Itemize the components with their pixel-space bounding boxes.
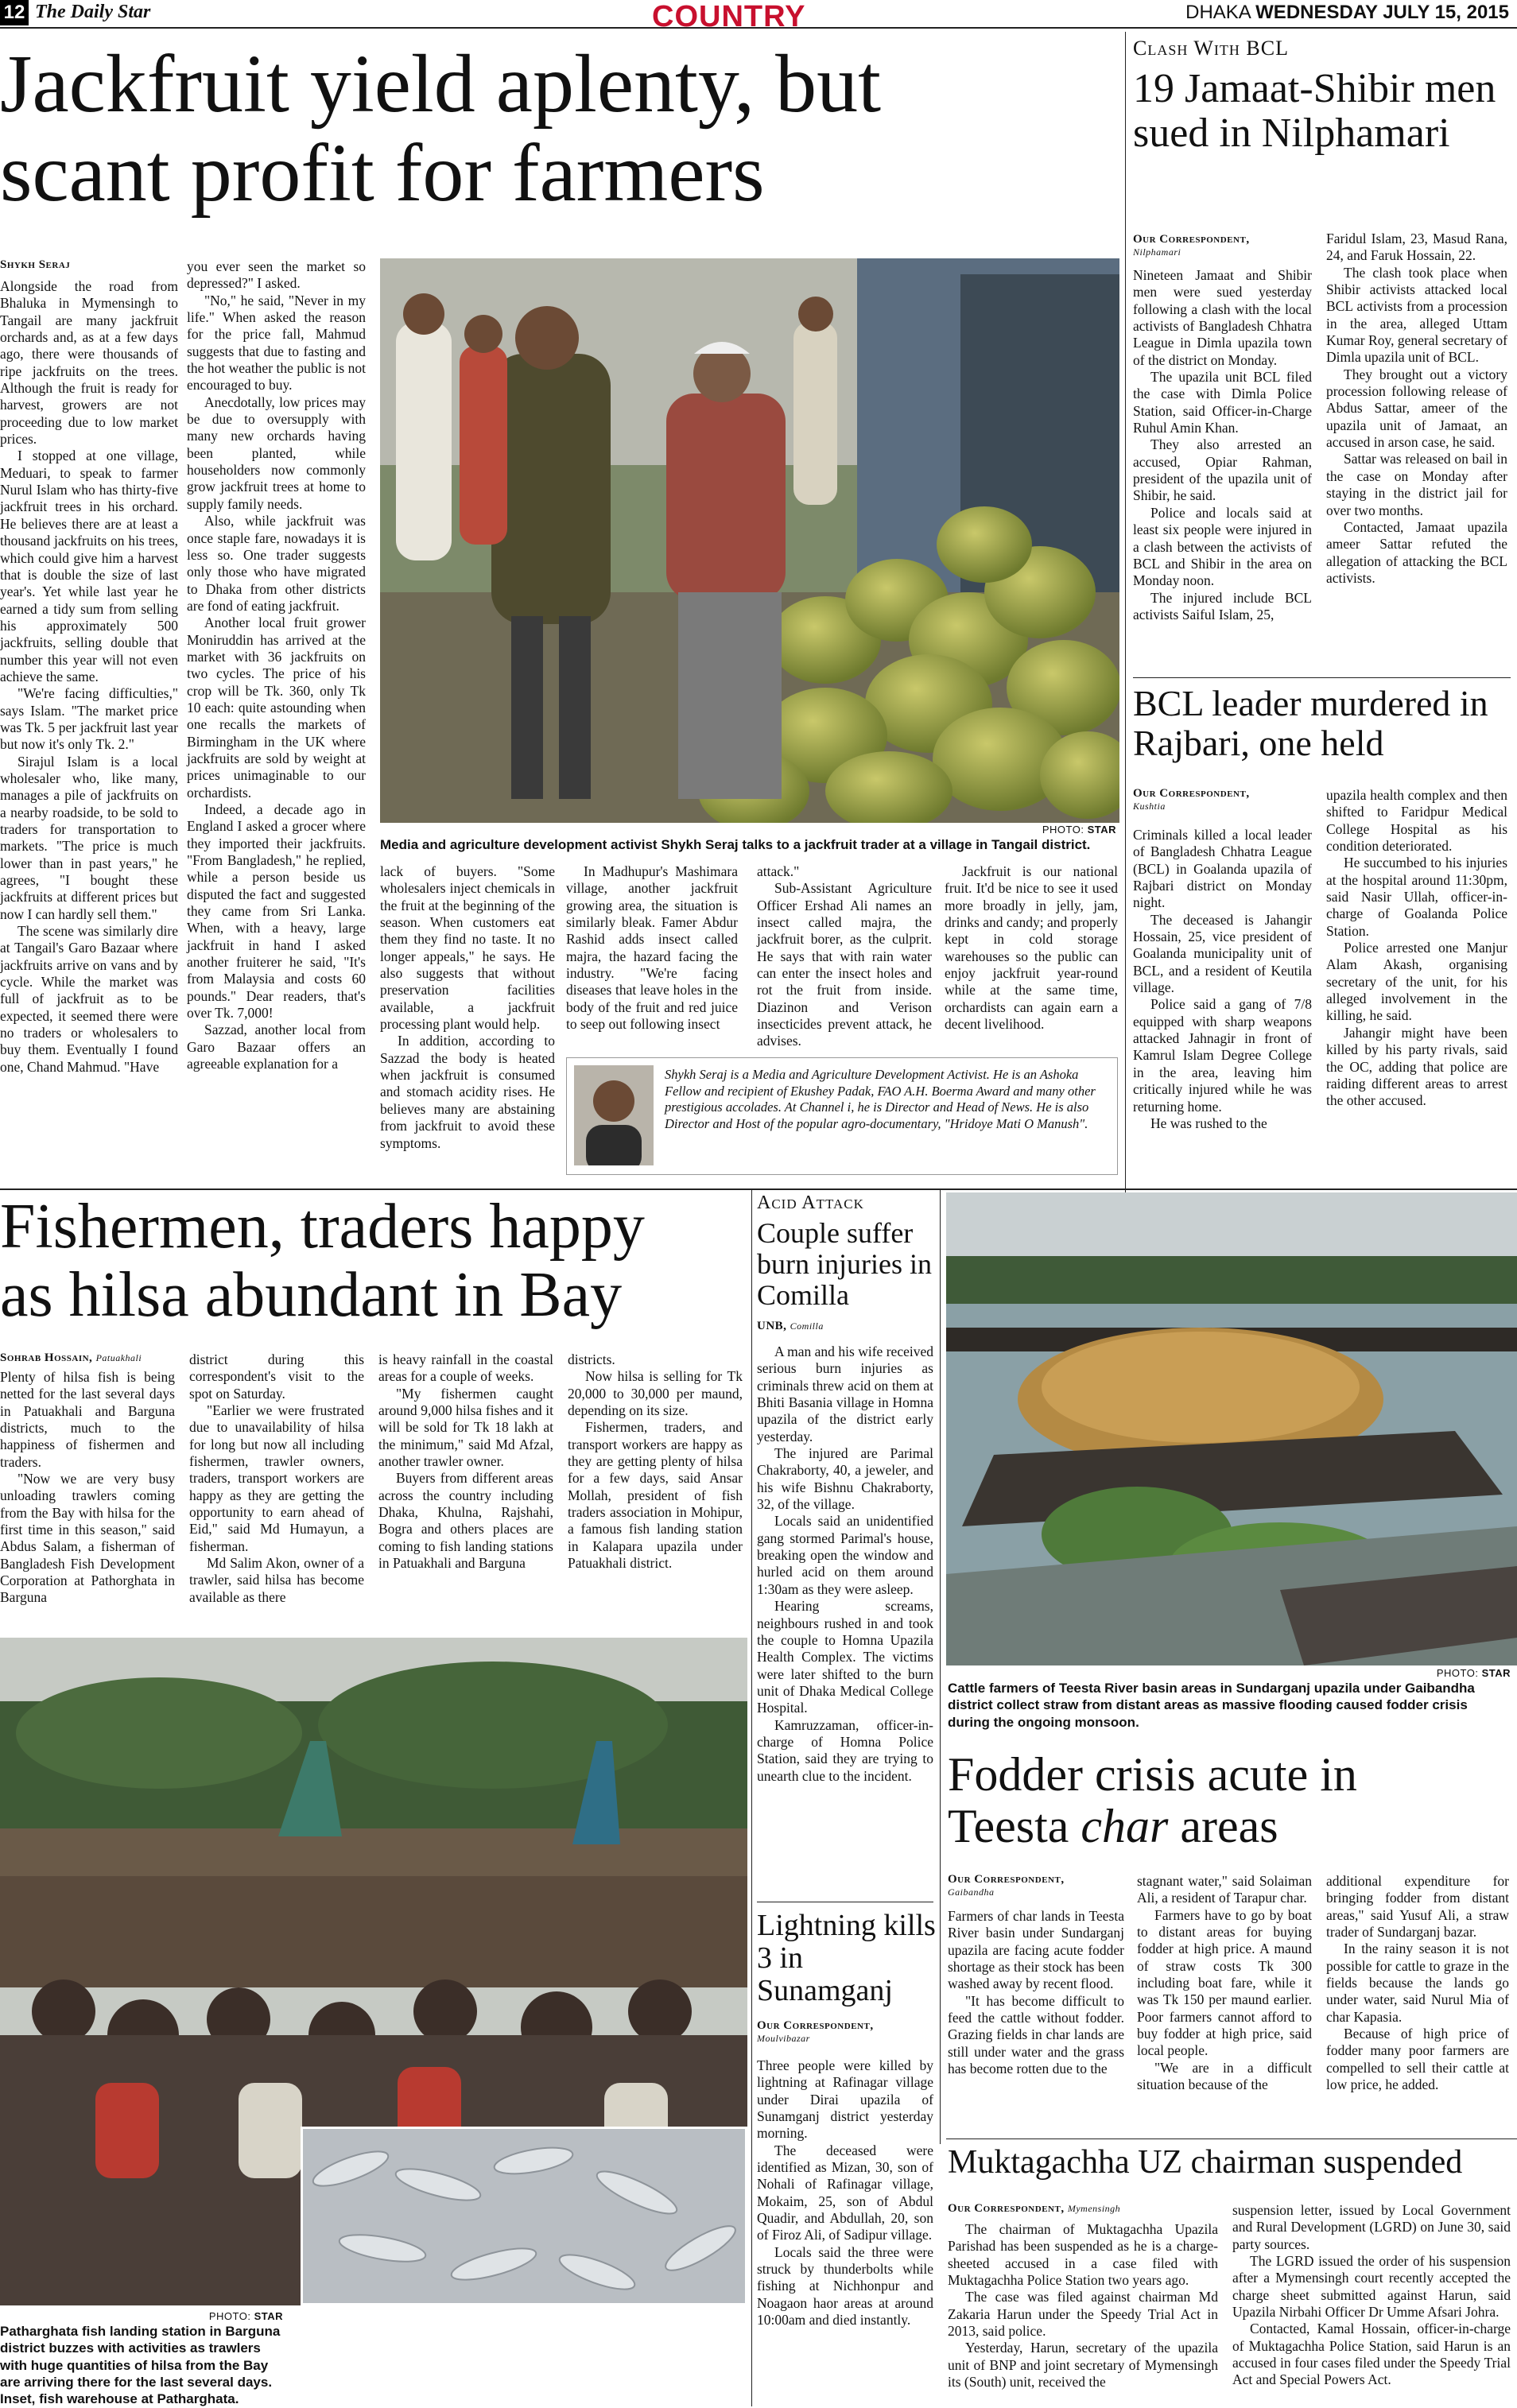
hilsa-caption: Patharghata fish landing station in Barguna district buzzes with activities as trawlers with huge quantities of hilsa from the Bay are arriving there for the last several days. Inset, fish warehouse at Patharghata. [0, 2324, 281, 2406]
muktagachha-headline: Muktagachha UZ chairman suspended [948, 2144, 1463, 2181]
fodder-col-2: stagnant water," said Solaiman Ali, a resident of Tarapur char. Farmers have to go by boat to distant areas for buying fodder at high price. A maund of straw costs Tk 300 including boat fare, while it was Tk 150 per maund earlier. Poor farmers cannot afford to buy fodder at high price, said local people. "We are in a difficult situation because of the [1137, 1873, 1312, 2093]
acid-byline: UNB, Comilla [757, 1320, 824, 1332]
jackfruit-photo-credit: PHOTO: STAR [1042, 824, 1116, 836]
fish-warehouse-inset-photo [301, 2127, 747, 2305]
hilsa-headline: Fishermen, traders happy as hilsa abundant in Bay [0, 1192, 645, 1331]
bcl-byline: Our Correspondent, Kushtia [1133, 787, 1250, 812]
fodder-photo-credit: PHOTO: STAR [1436, 1667, 1511, 1679]
jackfruit-headline: Jackfruit yield aplenty, but scant profit for farmers [0, 38, 882, 219]
jamaat-col-2: Faridul Islam, 23, Masud Rana, 24, and Faruk Hossain, 22. The clash took place when Shibir activists attacked local BCL activists from a procession in the area, alleged Uttam Kumar Roy, general secretary of Dimla upazila unit of BCL. They brought out a victory procession following release of Abdus Sattar, ameer of the upazila unit of Jamaat, an accused in arson case, he said. Sattar was released on bail in the case on Monday after staying in the district jail for over two months. Contacted, Jamaat upazila ameer Sattar refuted the allegation of attacking the BCL activists. [1326, 231, 1507, 586]
hilsa-col-1: Plenty of hilsa fish is being netted for the last several days in Patuakhali and Barguna districts, much to the happiness of fishermen and traders. "Now we are very busy unloading trawlers coming from the Bay with hilsa for the first time in this season," said Abdus Salam, a fisherman of Bangladesh Fish Development Corporation at Pathorghata in Barguna [0, 1369, 175, 1606]
jamaat-headline: 19 Jamaat-Shibir men sued in Nilphamari [1133, 66, 1496, 157]
bcl-col-2: upazila health complex and then shifted to Faridpur Medical College Hospital as his condition deteriorated. He succumbed to his injuries at the hospital around 11:30pm, said Nasir Ullah, officer-in-charge of Goalanda Police Station. Police arrested one Manjur Alam Akash, organising secretary of the unit, for his alleged involvement in the killing, he said. Jahangir might have been killed by his party rivals, said the OC, adding that police are raiding different areas to arrest the other accused. [1326, 787, 1507, 1109]
author-avatar [574, 1065, 654, 1165]
fodder-byline: Our Correspondent, Gaibandha [948, 1873, 1065, 1898]
hilsa-col-3: is heavy rainfall in the coastal areas for a couple of weeks. "My fishermen caught around 9,000 hilsa fishes and it will be sold for Tk 18 lakh at the minimum," said Md Afzal, another trawler owner. Buyers from different areas across the country including Dhaka, Khulna, Rajshahi, Bogra and others places are coming to fish landing stations in Patuakhali and Barguna [378, 1351, 553, 1572]
acid-headline: Couple suffer burn injuries in Comilla [757, 1217, 932, 1311]
acid-body: A man and his wife received serious burn injuries as criminals threw acid on them at Bhiti Basania village in Homna upazila of the district early yesterday. The injured are Parimal Chakraborty, 40, a jeweler, and his wife Bishnu Chakraborty, 32, of the village. Locals said an unidentified gang stormed Parimal's house, breaking open the window and hurled acid on them around 1:30am as they were asleep. Hearing screams, neighbours rushed in and took the couple to Homna Upazila Health Complex. The victims were later shifted to the burn unit of Dhaka Medical College Hospital. Kamruzzaman, officer-in-charge of Homna Police Station, said they are trying to unearth clue to the incident. [757, 1344, 933, 1784]
muktagachha-byline: Our Correspondent, Mymensingh [948, 2202, 1121, 2215]
masthead: The Daily Star [35, 2, 151, 22]
jackfruit-col-5: attack." Sub-Assistant Agriculture Officer Ershad Ali names an insect called majra, the jackfruit borer, as the culprit. He says that with rain water can enter the insect holes and rot the fruit from inside. Diazinon and Verison insecticides prevent attack, he advises. [757, 863, 932, 1049]
page-number: 12 [0, 0, 29, 25]
jackfruit-col-1: Alongside the road from Bhaluka in Mymensingh to Tangail are many jackfruit orchards and, as at a few days ago, there were thousands of ripe jackfruits on the trees. Although the fruit is ready for harvest, growers are not proceeding due to low market prices. I stopped at one village, Meduari, to speak to farmer Nurul Islam who has thirty-five jackfruit trees in his orchard. He believes there are at least a thousand jackfruits on his trees, which could give him a harvest that is double the size of last year's. Yet while last year he earned a tidy sum from selling his approximately 500 jackfruits, selling double that number this year will not even achieve the same. "We're facing difficulties," says Islam. "The market price was Tk. 5 per jackfruit last year but now it's only Tk. 2." Sirajul Islam is a local wholesaler who, like many, manages a pile of jackfruits on a nearby roadside, to be sold to traders for transportation to markets. "The price is much lower than in past years," he agrees, "I bought these jackfruits at different prices but now I can hardly sell them." The scene was similarly dire at Tangail's Garo Bazaar where jackfruits arrive on vans and by cycle. While the market was full of jackfruit as to be expected, it seemed there were no traders or wholesalers to buy them. Eventually I found one, Chand Mahmud. "Have [0, 278, 178, 1075]
divider [1133, 677, 1511, 678]
section-title: COUNTRY [652, 0, 806, 33]
jackfruit-col-4: In Madhupur's Mashimara village, another jackfruit growing area, the situation is similarly bleak. Famer Abdur Rashid adds insect called majra, the hazard facing the industry. "We're facing diseases that leave holes in the body of the fruit and red juice to seep out following insect [566, 863, 738, 1033]
jamaat-kicker: Clash With BCL [1133, 37, 1289, 60]
hilsa-col-2: district during this correspondent's visit to the spot on Saturday. "Earlier we were frustrated due to unavailability of hilsa for long but now all including fishermen, trawler owners, traders, transport workers are happy as they are getting the opportunity to earn ahead of Eid," said Md Humayun, a fisherman. Md Salim Akon, owner of a trawler, said hilsa has become available as there [189, 1351, 364, 1605]
fodder-col-1: Farmers of char lands in Teesta River basin under Sundarganj upazila are facing acute fodder shortage as their stock has been washed away by recent flood. "It has become difficult to feed the cattle without fodder. Grazing fields in char lands are still under water and the grass has become rotten due to the [948, 1908, 1124, 2077]
dateline: DHAKA WEDNESDAY JULY 15, 2015 [1185, 2, 1509, 23]
acid-kicker: Acid Attack [757, 1192, 864, 1213]
author-note: Shykh Seraj is a Media and Agriculture Development Activist. He is an Ashoka Fellow and recipient of Ekushey Padak, FAO A.H. Boerma Award and many other prestigious accolades. At Channel i, he is Director and Head of News. He is also Director and Host of the popular agro-documentary, "Hridoye Mati O Manush". [665, 1067, 1096, 1131]
fodder-caption: Cattle farmers of Teesta River basin areas in Sundarganj upazila under Gaibandha district collect straw from distant areas as massive flooding caused fodder crisis during the ongoing monsoon. [948, 1681, 1475, 1730]
bcl-headline: BCL leader murdered in Rajbari, one held [1133, 683, 1488, 763]
jamaat-col-1: Nineteen Jamaat and Shibir men were sued yesterday following a clash with the local activists of Bangladesh Chhatra League in Dimla upazila town of the district on Monday. The upazila unit BCL filed the case with Dimla Police Station, said Officer-in-Charge Ruhul Amin Khan. They also arrested an accused, Opiar Rahman, president of the upazila unit of Shibir, he said. Police and locals said at least six people were injured in a clash between the activists of BCL and Shibir in the area on Monday noon. The injured include BCL activists Saiful Islam, 25, [1133, 267, 1312, 622]
divider [0, 1188, 1517, 1190]
fodder-headline: Fodder crisis acute in Teesta char areas [948, 1748, 1357, 1852]
hilsa-byline: Sohrab Hossain, Patuakhali [0, 1351, 142, 1364]
muktagachha-col-1: The chairman of Muktagachha Upazila Parishad has been suspended as he is a charge-sheeted accused in a case filed with Muktagachha Police Station two years ago. The case was filed against chairman Md Zakaria Harun under the Speedy Trial Act in 2013, said police. Yesterday, Harun, secretary of the upazila unit of BNP and joint secretary of Mymensingh its (South) unit, received the [948, 2221, 1218, 2391]
hilsa-col-4: districts. Now hilsa is selling for Tk 20,000 to 30,000 per maund, depending on its size. Fishermen, traders, and transport workers are happy as they are getting plenty of hilsa for a few days, said Ansar Mollah, president of fish traders association in Mohipur, a famous fish landing station in Kalapara upazila under Patuakhali district. [568, 1351, 743, 1572]
column-divider [940, 1190, 941, 2144]
hilsa-photo-credit: PHOTO: STAR [208, 2310, 283, 2322]
column-divider [751, 1190, 752, 2406]
jackfruit-col-2: you ever seen the market so depressed?" I asked. "No," he said, "Never in my life." When asked the reason for the price fall, Mahmud suggests that due to fasting and the hot weather the public is not encouraged to buy. Anecdotally, low prices may be due to oversupply with many new orchards having been planted, while householders now commonly grow jackfruit trees at home to supply family needs. Also, while jackfruit was once staple fare, nowadays it is less so. One trader suggests only those who have migrated to Dhaka from other districts are fond of eating jackfruit. Another local fruit grower Moniruddin has arrived at the market with 36 jackfruits on two cycles. The price of his crop will be Tk. 360, only Tk 10 each: quite astounding when one recalls the markets of Birmingham in the UK where jackfruits are sold by weight at prices unimaginable to our orchardists. Indeed, a decade ago in England I asked a grocer where they imported their jackfruits. "From Bangladesh," he replied, while a person beside us disputed the fact and suggested they came from Sri Lanka. When, with a heavy, large jackfruit in hand I asked another fruiterer he said, "It's from Malaysia and costs 60 pounds." Dear readers, that's over Tk. 7,000! Sazzad, another local from Garo Bazaar offers an agreeable explanation for a [187, 258, 366, 1072]
lightning-byline: Our Correspondent, Moulvibazar [757, 2019, 874, 2044]
jackfruit-photo [380, 258, 1119, 823]
fodder-col-3: additional expenditure for bringing fodder from distant areas," said Yusuf Ali, a straw trader of Sundarganj bazar. In the rainy season it is not possible for cattle to graze in the fields because the lands go under water, said Nurul Mia of char Kapasia. Because of high price of fodder many poor farmers are compelled to sell their cattle at low price, he added. [1326, 1873, 1509, 2093]
jackfruit-byline: Shykh Seraj [0, 258, 71, 271]
lightning-headline: Lightning kills 3 in Sunamganj [757, 1909, 936, 2008]
jamaat-byline: Our Correspondent, Nilphamari [1133, 233, 1250, 258]
jackfruit-col-3: lack of buyers. "Some wholesalers inject chemicals in the fruit at the beginning of the season. When customers eat them they find no taste. It no longer appeals," he says. He also suggests that without preservation facilities available, a jackfruit processing plant would help. In addition, according to Sazzad the body is heated when jackfruit is consumed and stomach acidity rises. He believes many are abstaining from jackfruit to avoid these symptoms. [380, 863, 555, 1151]
muktagachha-col-2: suspension letter, issued by Local Government and Rural Development (LGRD) on June 30, said party sources. The LGRD issued the order of his suspension after a Mymensingh court recently accepted the charge sheet submitted against Harun, said Upazila Nirbahi Officer Dr Umme Afsari Johra. Contacted, Kamal Hossain, officer-in-charge of Muktagachha Police Station, said Harun is an accused in four cases filed under the Speedy Trial Act and Special Powers Act. [1232, 2202, 1511, 2388]
jackfruit-caption: Media and agriculture development activist Shykh Seraj talks to a jackfruit trader at a village in Tangail district. [380, 837, 1091, 852]
fodder-photo [946, 1192, 1517, 1665]
lightning-body: Three people were killed by lightning at Rafinagar village under Dirai upazila of Sunamganj district yesterday morning. The deceased were identified as Mizan, 30, son of Nohali of Rafinagar village, Mokaim, 25, son of Abdul Quadir, and Abdullah, 20, son of Firoz Ali, of Sadipur village. Locals said the three were struck by thunderbolts while fishing at Nichhonpur and Noagaon haor areas at around 10:00am and died instantly. [757, 2057, 933, 2329]
jackfruit-col-6: Jackfruit is our national fruit. It'd be nice to see it used more broadly in jelly, jam, drinks and candy; and properly kept in cold storage warehouses so the public can enjoy jackfruit year-round while at the same time, orchardists can again earn a decent livelihood. [945, 863, 1118, 1033]
bcl-col-1: Criminals killed a local leader of Bangladesh Chhatra League (BCL) in Goalanda upazila of Rajbari district on Monday night. The deceased is Jahangir Hossain, 25, vice president of Goalanda municipality unit of BCL, and a resident of Keutila village. Police said a gang of 7/8 equipped with sharp weapons attacked Jahnagir in front of Kamrul Islam Degree College in the area, leaving him critically injured while he was returning home. He was rushed to the [1133, 827, 1312, 1131]
column-divider [1125, 32, 1126, 1192]
